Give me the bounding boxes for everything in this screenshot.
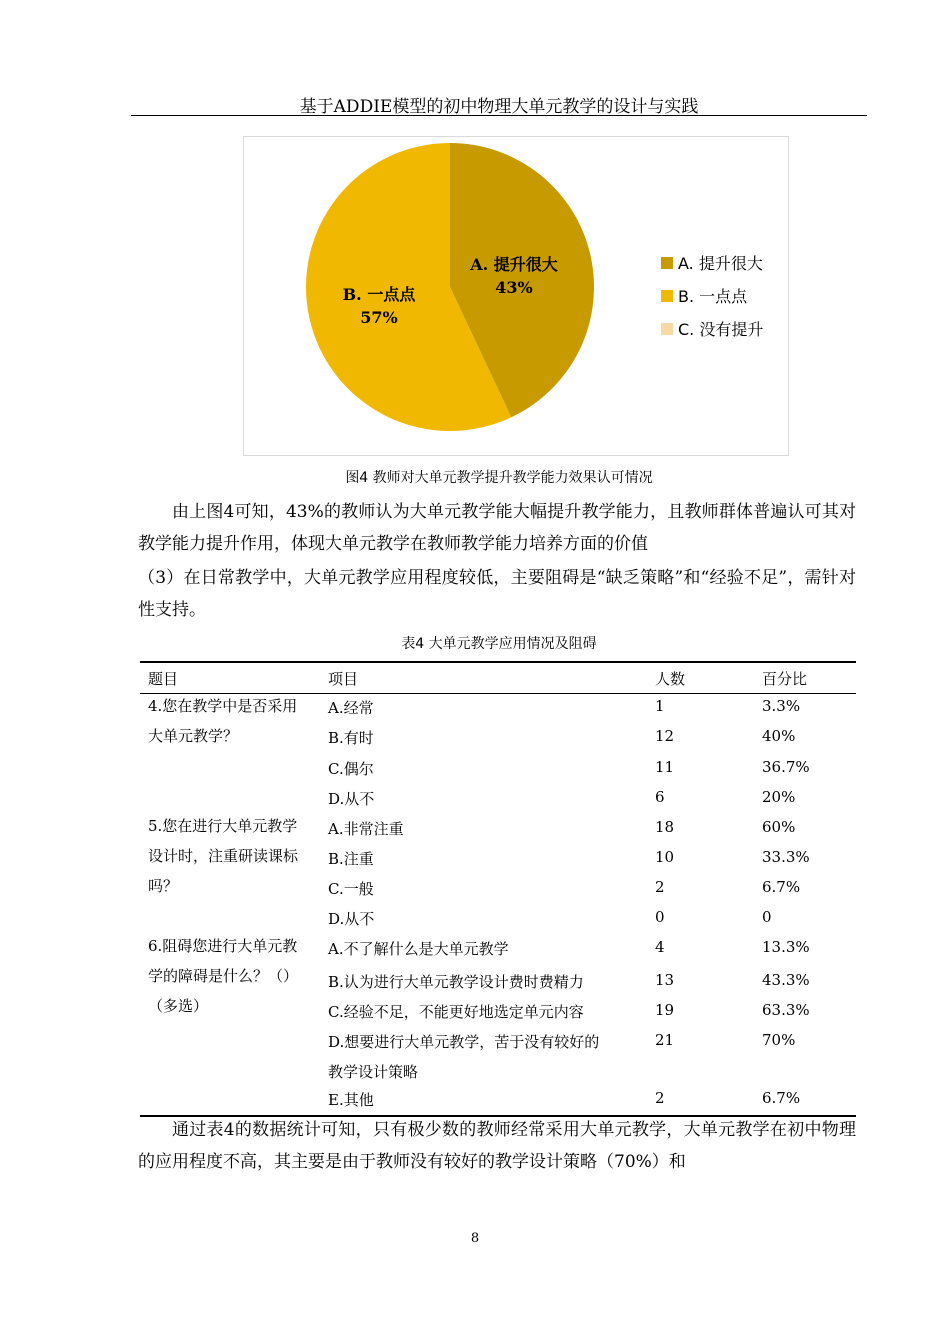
paragraph-figure-analysis: 由上图4可知，43%的教师认为大单元教学能大幅提升教学能力，且教师群体普遍认可其对教学能力提升作用，体现大单元教学在教师教学能力培养方面的价值 [138, 502, 856, 554]
table-cell-percent: 63.3% [762, 1001, 810, 1019]
paragraph-finding-3: （3）在日常教学中，大单元教学应用程度较低，主要阻碍是“缺乏策略”和“经验不足”，需针对性支持。 [138, 568, 856, 620]
pie-slice-percent: 43% [495, 278, 533, 297]
figure-caption: 图4 教师对大单元教学提升教学能力效果认可情况 [345, 470, 653, 486]
legend-label: A. 提升很大 [678, 254, 763, 273]
table-cell-count: 10 [655, 848, 675, 866]
table-cell-count: 2 [655, 878, 665, 896]
table-cell-count: 18 [655, 818, 675, 836]
pie-chart [244, 137, 790, 457]
table-cell-count: 0 [655, 908, 665, 926]
table-cell-count: 21 [655, 1031, 675, 1049]
table-top-rule [140, 661, 856, 663]
table-cell-percent: 0 [762, 908, 772, 926]
table-cell-percent: 3.3% [762, 697, 801, 715]
page-number: 8 [470, 1231, 480, 1246]
table-caption: 表4 大单元教学应用情况及阻碍 [401, 636, 597, 652]
paragraph-table-analysis: 通过表4的数据统计可知，只有极少数的教师经常采用大单元教学，大单元教学在初中物理的应用程度不高，其主要是由于教师没有较好的教学设计策略（70%）和 [138, 1120, 856, 1172]
table-question: 5.您在进行大单元教学设计时，注重研读课标吗？ [148, 817, 299, 895]
table-cell-percent: 6.7% [762, 878, 801, 896]
running-header: 基于ADDIE模型的初中物理大单元教学的设计与实践 [299, 97, 699, 117]
pie-slice-label: A. 提升很大 [470, 255, 558, 274]
table-cell-item: A.经常 [328, 699, 374, 717]
pie-slice-label: B. 一点点 [342, 285, 416, 304]
table-cell-count: 11 [655, 758, 675, 776]
table-cell-percent: 13.3% [762, 938, 810, 956]
table-cell-count: 13 [655, 971, 675, 989]
table-cell-count: 6 [655, 788, 665, 806]
table-cell-percent: 70% [762, 1031, 796, 1049]
table-cell-count: 4 [655, 938, 665, 956]
table-cell-item: E.其他 [328, 1091, 374, 1109]
table-cell-item: A.非常注重 [328, 820, 404, 838]
table-cell-item: A.不了解什么是大单元教学 [328, 940, 509, 958]
pie-chart-frame [243, 136, 789, 456]
table-header-item: 项目 [328, 670, 359, 688]
table-cell-item: B.注重 [328, 850, 374, 868]
legend-swatch [661, 323, 673, 335]
pie-slice-percent: 57% [360, 308, 398, 327]
legend-label: C. 没有提升 [678, 320, 764, 339]
table-cell-percent: 6.7% [762, 1089, 801, 1107]
table-cell-item: D.从不 [328, 790, 375, 808]
table-header-percent: 百分比 [762, 670, 808, 688]
table-cell-percent: 60% [762, 818, 796, 836]
legend-label: B. 一点点 [678, 287, 748, 306]
table-cell-item: B.认为进行大单元教学设计费时费精力 [328, 973, 584, 991]
table-cell-count: 1 [655, 697, 665, 715]
table-question: 6.阻碍您进行大单元教学的障碍是什么？（）（多选） [148, 937, 299, 1015]
table-cell-item: B.有时 [328, 729, 374, 747]
table-cell-item: 教学设计策略 [328, 1063, 419, 1081]
table-cell-item: D.想要进行大单元教学，苦于没有较好的 [328, 1033, 600, 1051]
table-header-count: 人数 [655, 670, 686, 688]
table-cell-percent: 43.3% [762, 971, 810, 989]
table-cell-count: 2 [655, 1089, 665, 1107]
table-cell-count: 19 [655, 1001, 675, 1019]
legend-swatch [661, 290, 673, 302]
legend-swatch [661, 257, 673, 269]
table-cell-item: C.偶尔 [328, 760, 374, 778]
table-question: 4.您在教学中是否采用大单元教学？ [148, 697, 298, 745]
table-cell-percent: 20% [762, 788, 796, 806]
table-cell-percent: 33.3% [762, 848, 810, 866]
table-cell-item: C.经验不足，不能更好地选定单元内容 [328, 1003, 584, 1021]
table-cell-count: 12 [655, 727, 675, 745]
table-cell-item: D.从不 [328, 910, 375, 928]
header-rule [131, 115, 867, 116]
table-cell-percent: 40% [762, 727, 796, 745]
table-cell-item: C.一般 [328, 880, 374, 898]
table-header-question: 题目 [148, 670, 179, 688]
table-cell-percent: 36.7% [762, 758, 810, 776]
